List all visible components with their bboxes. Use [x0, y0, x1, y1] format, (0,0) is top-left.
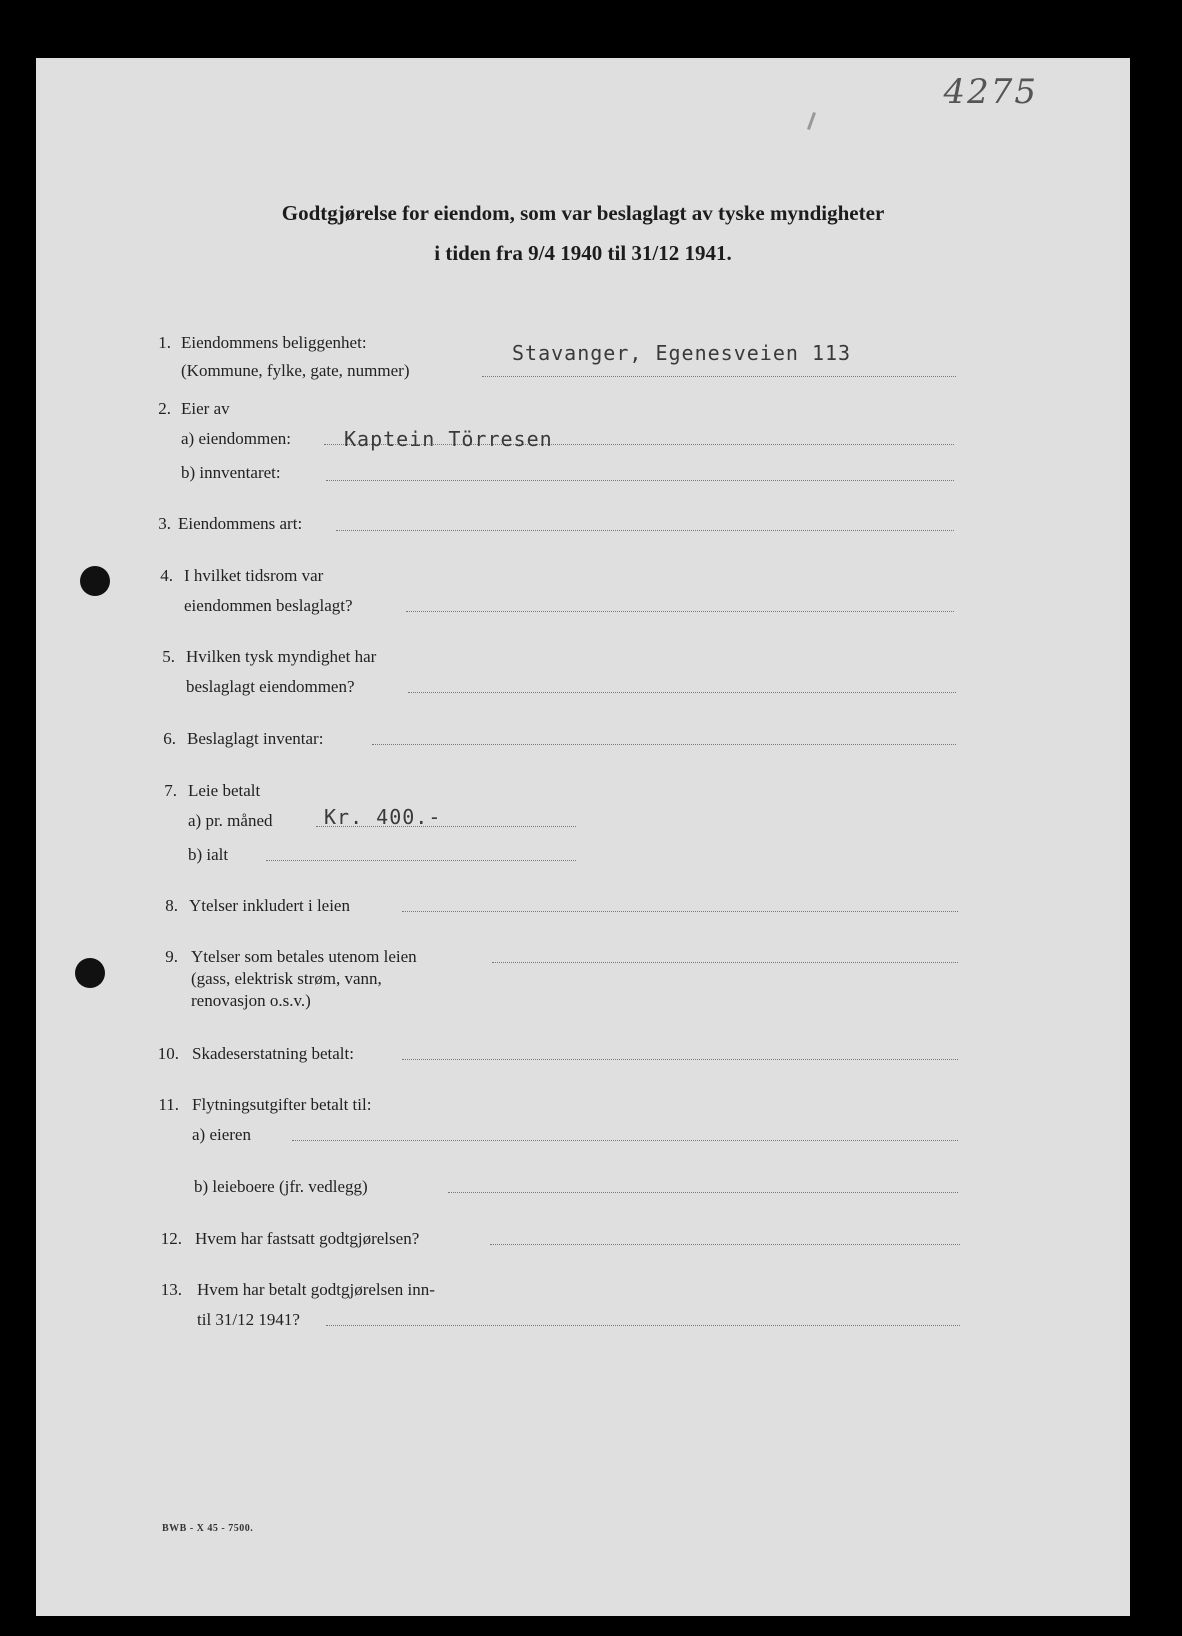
- item-1-number: 1.: [158, 333, 171, 352]
- item-5-fill-line: [408, 692, 956, 693]
- item-6-number: 6.: [163, 729, 176, 748]
- item-10-number: 10.: [157, 1044, 179, 1063]
- item-9-sublabel-1: (gass, elektrisk strøm, vann,: [191, 969, 382, 988]
- title-line-1: Godtgjørelse for eiendom, som var beslaglagt av tyske myndigheter: [281, 201, 885, 225]
- item-2-number: 2.: [158, 399, 171, 418]
- item-9-sublabel-2: renovasjon o.s.v.): [191, 991, 311, 1010]
- item-2-label: Eier av: [181, 399, 230, 418]
- item-4-number: 4.: [160, 566, 173, 585]
- handwritten-page-number: 4275: [943, 72, 1038, 112]
- item-4-fill-line: [406, 611, 954, 612]
- print-code: BWB - X 45 - 7500.: [162, 1523, 254, 1534]
- item-7a-label: a) pr. måned: [188, 811, 273, 830]
- punch-hole-bottom: [75, 958, 105, 988]
- punch-hole-top: [80, 566, 110, 596]
- item-5-label: Hvilken tysk myndighet har: [186, 647, 377, 666]
- item-13-number: 13.: [160, 1280, 182, 1299]
- title-line-2: i tiden fra 9/4 1940 til 31/12 1941.: [434, 241, 732, 265]
- item-8-fill-line: [402, 911, 958, 912]
- item-7b-label: b) ialt: [188, 845, 229, 864]
- pencil-mark: [807, 112, 816, 130]
- item-1-label: Eiendommens beliggenhet:: [181, 333, 367, 352]
- form-page: [36, 58, 1130, 1616]
- item-8-number: 8.: [165, 896, 178, 915]
- item-13-fill-line: [326, 1325, 960, 1326]
- item-7-number: 7.: [164, 781, 177, 800]
- item-11-number: 11.: [158, 1095, 179, 1114]
- item-2b-fill-line: [326, 480, 954, 481]
- item-5-sublabel: beslaglagt eiendommen?: [186, 677, 355, 696]
- item-12-number: 12.: [160, 1229, 182, 1248]
- item-9-fill-line: [492, 962, 958, 963]
- item-2a-label: a) eiendommen:: [181, 429, 291, 448]
- item-7-label: Leie betalt: [188, 781, 261, 800]
- item-12-fill-line: [490, 1244, 960, 1245]
- item-11-label: Flytningsutgifter betalt til:: [192, 1095, 372, 1114]
- item-9-label: Ytelser som betales utenom leien: [191, 947, 417, 966]
- item-10-label: Skadeserstatning betalt:: [192, 1044, 354, 1063]
- item-13-sublabel: til 31/12 1941?: [197, 1310, 300, 1329]
- item-8-label: Ytelser inkludert i leien: [189, 896, 350, 915]
- item-7b-fill-line: [266, 860, 576, 861]
- item-13-label: Hvem har betalt godtgjørelsen inn-: [197, 1280, 435, 1299]
- item-7a-value: Kr. 400.-: [324, 805, 442, 829]
- item-4-label: I hvilket tidsrom var: [184, 566, 324, 585]
- item-2b-label: b) innventaret:: [181, 463, 281, 482]
- item-10-fill-line: [402, 1059, 958, 1060]
- item-1-value: Stavanger, Egenesveien 113: [512, 341, 852, 365]
- item-3-fill-line: [336, 530, 954, 531]
- item-11a-fill-line: [292, 1140, 958, 1141]
- item-6-fill-line: [372, 744, 956, 745]
- form-title: [36, 193, 1130, 273]
- item-2a-value: Kaptein Törresen: [344, 427, 553, 451]
- item-9-number: 9.: [165, 947, 178, 966]
- item-11a-label: a) eieren: [192, 1125, 251, 1144]
- item-3-number: 3.: [158, 514, 171, 533]
- item-11b-fill-line: [448, 1192, 958, 1193]
- item-6-label: Beslaglagt inventar:: [187, 729, 324, 748]
- item-1-fill-line: [482, 376, 956, 377]
- item-1-sublabel: (Kommune, fylke, gate, nummer): [181, 361, 410, 380]
- item-11b-label: b) leieboere (jfr. vedlegg): [194, 1177, 368, 1196]
- item-12-label: Hvem har fastsatt godtgjørelsen?: [195, 1229, 420, 1248]
- item-3-label: Eiendommens art:: [178, 514, 303, 533]
- item-5-number: 5.: [162, 647, 175, 666]
- item-4-sublabel: eiendommen beslaglagt?: [184, 596, 353, 615]
